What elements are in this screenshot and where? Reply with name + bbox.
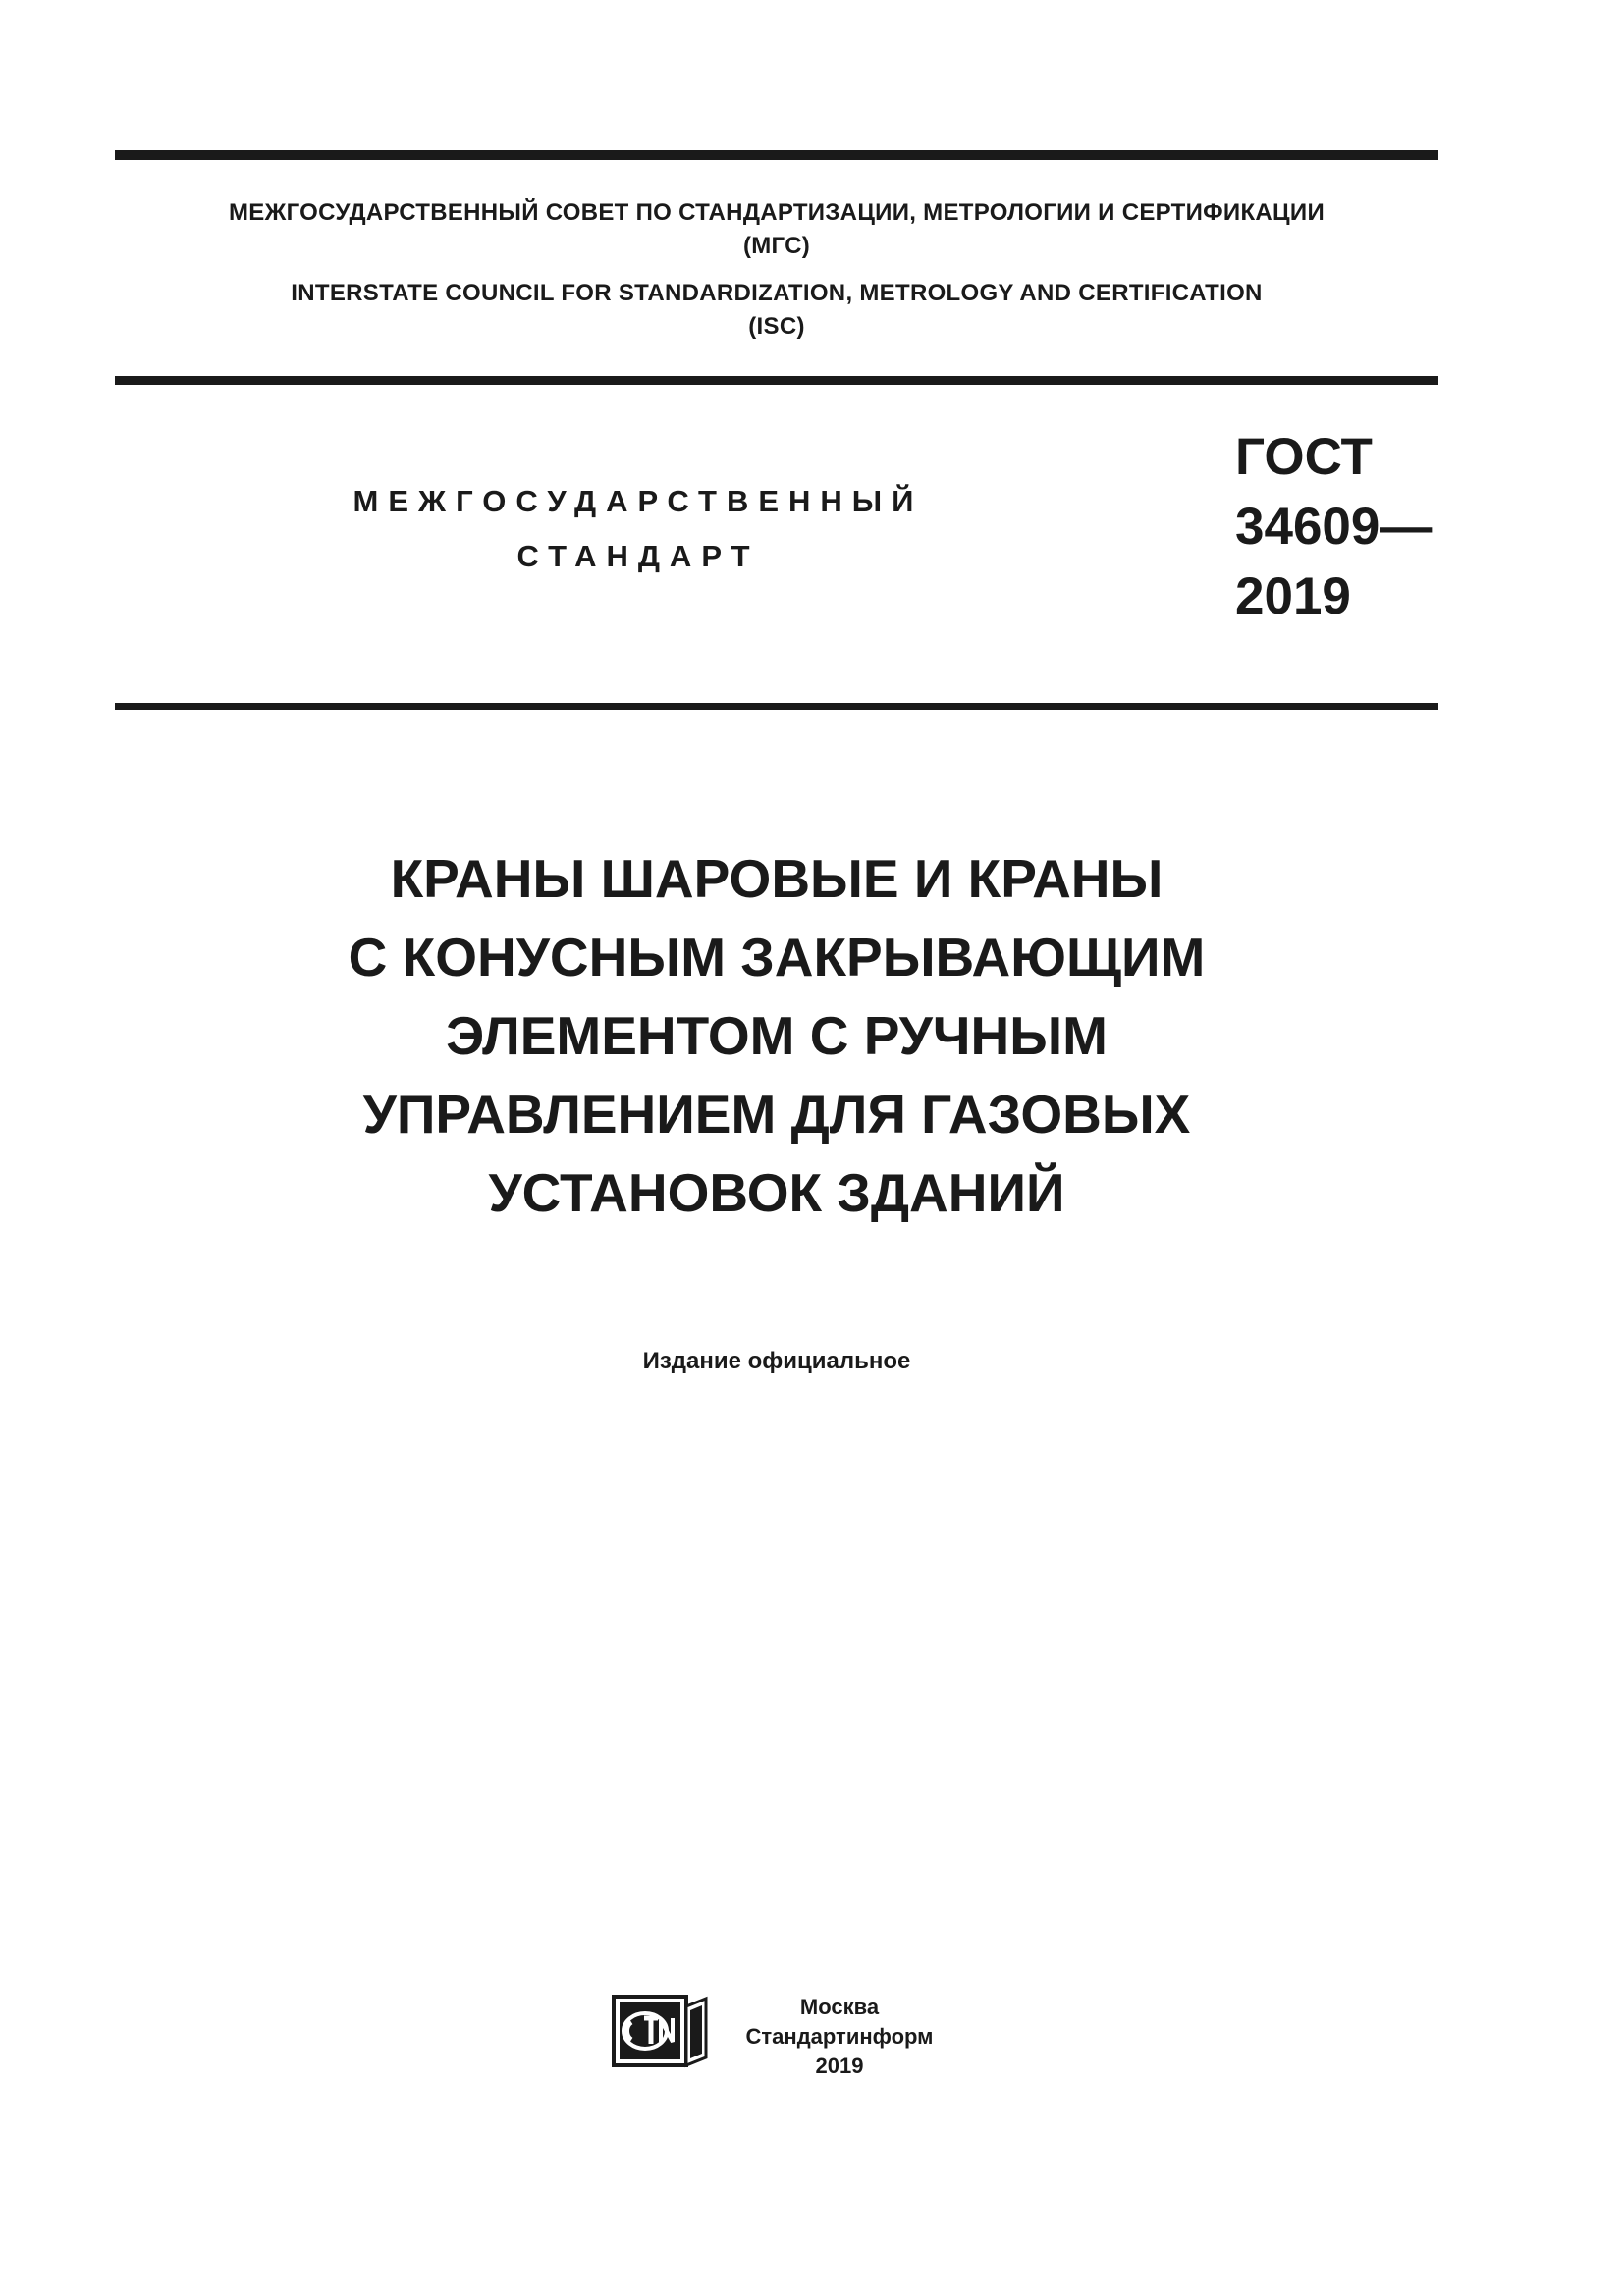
council-ru <box>115 196 1438 263</box>
gost-prefix: ГОСТ <box>1235 428 1373 486</box>
gost-designation <box>1235 422 1432 631</box>
standard-label-line2: СТАНДАРТ <box>516 539 760 573</box>
bottom-rule <box>115 703 1438 710</box>
standartinform-logo-icon <box>612 1993 710 2071</box>
title-line: УСТАНОВОК ЗДАНИЙ <box>488 1162 1065 1223</box>
title-line: С КОНУСНЫМ ЗАКРЫВАЮЩИМ <box>348 927 1206 988</box>
council-en <box>115 277 1438 344</box>
council-en-name: INTERSTATE COUNCIL FOR STANDARDIZATION, METROLOGY AND CERTIFICATION <box>291 280 1263 306</box>
council-en-abbr: (ISC) <box>748 313 805 340</box>
title-line: ЭЛЕМЕНТОМ С РУЧНЫМ <box>446 1005 1108 1066</box>
middle-rule <box>115 376 1438 385</box>
document-title <box>115 839 1438 1232</box>
title-line: КРАНЫ ШАРОВЫЕ И КРАНЫ <box>390 848 1164 909</box>
gost-year: 2019 <box>1235 567 1351 625</box>
council-ru-abbr: (МГС) <box>742 233 811 259</box>
council-ru-name: МЕЖГОСУДАРСТВЕННЫЙ СОВЕТ ПО СТАНДАРТИЗАЦИИ, МЕТРОЛОГИИ И СЕРТИФИКАЦИИ <box>228 199 1325 226</box>
publisher-name: Стандартинформ <box>745 2024 934 2049</box>
edition-note: Издание официальное <box>642 1348 911 1374</box>
top-rule <box>115 150 1438 160</box>
title-line: УПРАВЛЕНИЕМ ДЛЯ ГАЗОВЫХ <box>362 1084 1191 1145</box>
gost-number: 34609— <box>1235 498 1433 556</box>
publisher-year: 2019 <box>815 2054 864 2078</box>
publisher-city: Москва <box>799 1995 880 2019</box>
standard-label <box>295 474 982 584</box>
standard-label-line1: МЕЖГОСУДАРСТВЕННЫЙ <box>352 484 924 518</box>
publisher-block <box>722 1993 957 2081</box>
